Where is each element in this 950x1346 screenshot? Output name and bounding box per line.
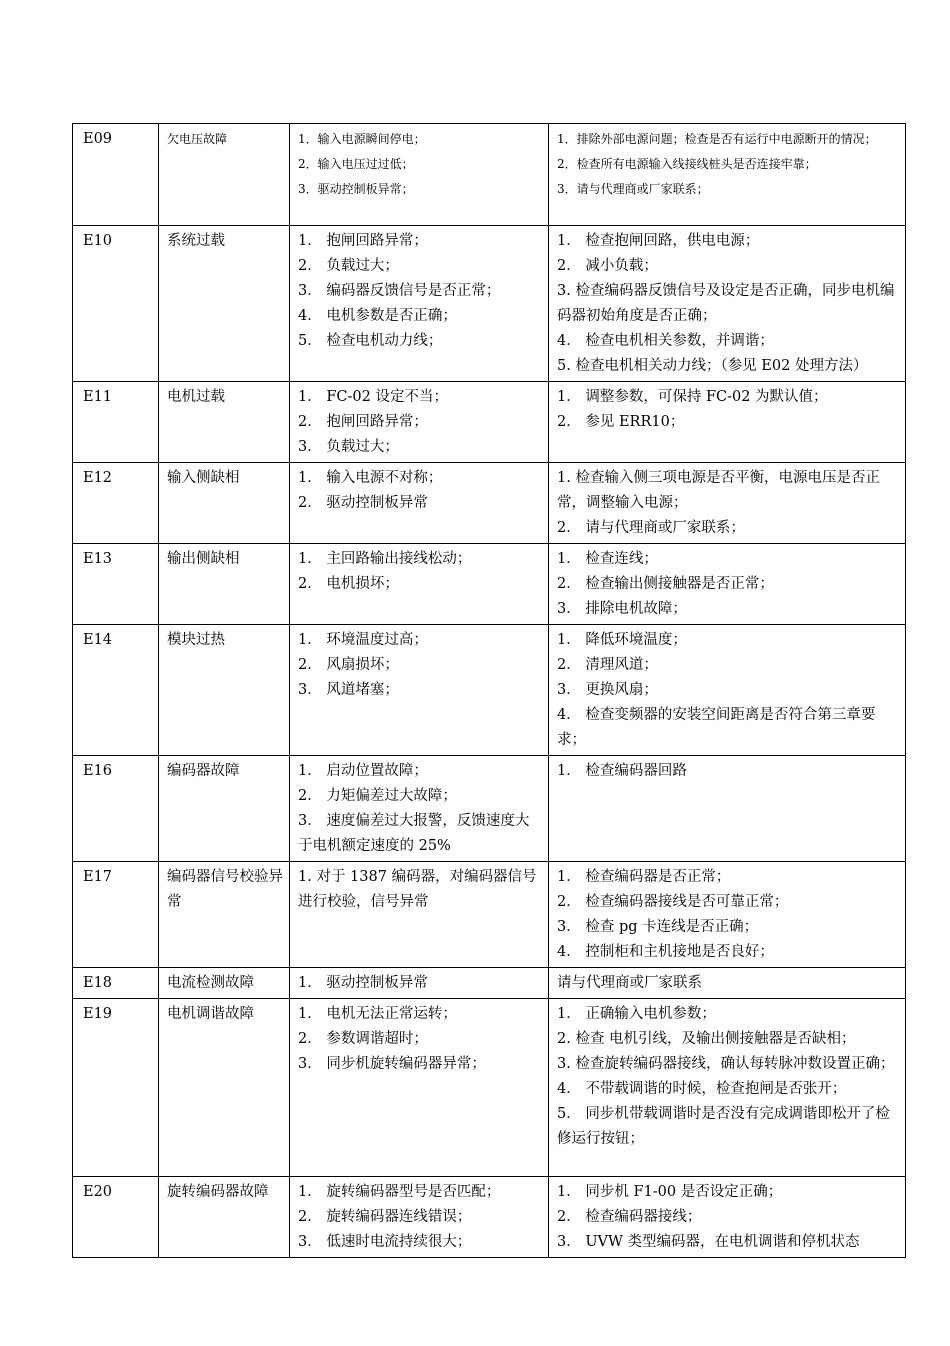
cause-item: 2． 抱闸回路异常；: [298, 414, 428, 430]
fault-code-cell: E18: [73, 968, 159, 999]
cause-item: 2． 电机损坏；: [298, 576, 399, 592]
fault-code-cell: E14: [73, 625, 159, 756]
table-row: [73, 226, 906, 382]
cause-item: 1． 环境温度过高；: [298, 632, 428, 648]
causes-cell: [290, 862, 549, 968]
cause-item: 2． 旋转编码器连线错误；: [298, 1209, 472, 1225]
solution-item: 2． 清理风道；: [557, 657, 658, 673]
cause-item: 3． 负载过大；: [298, 439, 399, 455]
cause-item: 1． 电机无法正常运转；: [298, 1006, 457, 1022]
solutions-cell: [549, 544, 906, 625]
solution-item: 1．排除外部电源问题；检查是否有运行中电源断开的情况；: [557, 132, 877, 146]
cause-item: 2． 力矩偏差过大故障；: [298, 788, 457, 804]
table-row: [73, 625, 906, 756]
fault-code-cell: E11: [73, 382, 159, 463]
solutions-cell: [549, 463, 906, 544]
solution-item: 2． 参见 ERR10；: [557, 414, 685, 430]
solution-item: 3． UVW 类型编码器，在电机调谐和停机状态: [557, 1234, 860, 1250]
causes-cell: [290, 756, 549, 862]
cause-item: 1． 启动位置故障；: [298, 763, 428, 779]
causes-cell: [290, 463, 549, 544]
solution-item: 3． 检查 pg 卡连线是否正确；: [557, 919, 759, 935]
solutions-cell: [549, 226, 906, 382]
cause-item: 2．输入电压过过低；: [298, 157, 414, 171]
fault-code-cell: E13: [73, 544, 159, 625]
cause-item: 1. 对于 1387 编码器，对编码器信号进行校验，信号异常: [298, 869, 537, 910]
causes-cell: [290, 625, 549, 756]
solutions-cell: [549, 862, 906, 968]
table-row: [73, 463, 906, 544]
cause-item: 3． 速度偏差过大报警，反馈速度大于电机额定速度的 25%: [298, 813, 530, 854]
cause-item: 2． 风扇损坏；: [298, 657, 399, 673]
solutions-cell: [549, 625, 906, 756]
solution-item: 4． 检查变频器的安装空间距离是否符合第三章要求；: [557, 707, 876, 748]
solution-item: 2． 减小负载；: [557, 258, 658, 274]
fault-table: [72, 123, 906, 1258]
fault-code-cell: E09: [73, 124, 159, 226]
solution-item: 1． 调整参数，可保持 FC-02 为默认值；: [557, 389, 828, 405]
cause-item: 1．输入电源瞬间停电；: [298, 132, 426, 146]
causes-cell: [290, 124, 549, 226]
fault-name-cell: 编码器信号校验异常: [159, 862, 290, 968]
causes-cell: [290, 999, 549, 1177]
solution-item: 2． 检查输出侧接触器是否正常；: [557, 576, 774, 592]
fault-code-cell: E19: [73, 999, 159, 1177]
cause-item: 1． 驱动控制板异常: [298, 975, 428, 991]
cause-item: 1． 主回路输出接线松动；: [298, 551, 472, 567]
solution-item: 2． 请与代理商或厂家联系；: [557, 520, 745, 536]
causes-cell: [290, 544, 549, 625]
solution-item: 3． 排除电机故障；: [557, 601, 687, 617]
cause-item: 4． 电机参数是否正确；: [298, 308, 457, 324]
fault-name-cell: 模块过热: [159, 625, 290, 756]
solution-item: 5. 检查电机相关动力线；（参见 E02 处理方法）: [557, 358, 868, 374]
solutions-cell: [549, 968, 906, 999]
fault-name-cell: 欠电压故障: [159, 124, 290, 226]
table-row: [73, 544, 906, 625]
solutions-cell: [549, 1177, 906, 1258]
fault-name-cell: 旋转编码器故障: [159, 1177, 290, 1258]
solution-item: 1． 降低环境温度；: [557, 632, 687, 648]
cause-item: 3． 低速时电流持续很大；: [298, 1234, 472, 1250]
fault-name-cell: 电流检测故障: [159, 968, 290, 999]
solution-item: 3. 检查旋转编码器接线，确认每转脉冲数设置正确；: [557, 1056, 895, 1072]
fault-table-body: [73, 124, 906, 1258]
table-row: [73, 862, 906, 968]
cause-item: 2． 驱动控制板异常: [298, 495, 428, 511]
solution-item: 1． 检查连线；: [557, 551, 658, 567]
table-row: [73, 999, 906, 1177]
table-row: [73, 124, 906, 226]
cause-item: 3． 风道堵塞；: [298, 682, 399, 698]
fault-code-cell: E16: [73, 756, 159, 862]
fault-code-cell: E10: [73, 226, 159, 382]
solution-item: 1. 检查输入侧三项电源是否平衡，电源电压是否正常，调整输入电源；: [557, 470, 880, 511]
cause-item: 1． 输入电源不对称；: [298, 470, 443, 486]
solution-item: 2．检查所有电源输入线接线桩头是否连接牢靠；: [557, 157, 817, 171]
solution-item: 2． 检查编码器接线是否可靠正常；: [557, 894, 789, 910]
cause-item: 1． 抱闸回路异常；: [298, 233, 428, 249]
solutions-cell: [549, 999, 906, 1177]
causes-cell: [290, 968, 549, 999]
solution-item: 1． 同步机 F1-00 是否设定正确；: [557, 1184, 783, 1200]
fault-code-cell: E17: [73, 862, 159, 968]
solution-item: 1． 正确输入电机参数；: [557, 1006, 716, 1022]
causes-cell: [290, 382, 549, 463]
solution-item: 2. 检查 电机引线，及输出侧接触器是否缺相；: [557, 1031, 856, 1047]
solution-item: 3．请与代理商或厂家联系；: [557, 182, 709, 196]
solutions-cell: [549, 124, 906, 226]
fault-name-cell: 电机调谐故障: [159, 999, 290, 1177]
cause-item: 5． 检查电机动力线；: [298, 333, 443, 349]
fault-name-cell: 输出侧缺相: [159, 544, 290, 625]
cause-item: 3．驱动控制板异常；: [298, 182, 414, 196]
table-row: [73, 382, 906, 463]
fault-name-cell: 电机过载: [159, 382, 290, 463]
solution-item: 4． 控制柜和主机接地是否良好；: [557, 944, 774, 960]
fault-name-cell: 输入侧缺相: [159, 463, 290, 544]
causes-cell: [290, 226, 549, 382]
solution-item: 请与代理商或厂家联系: [557, 975, 702, 991]
cause-item: 2． 负载过大；: [298, 258, 399, 274]
fault-name-cell: 系统过载: [159, 226, 290, 382]
solution-item: 3. 检查编码器反馈信号及设定是否正确，同步电机编码器初始角度是否正确；: [557, 283, 895, 324]
cause-item: 1． 旋转编码器型号是否匹配；: [298, 1184, 501, 1200]
solution-item: 4． 不带载调谐的时候，检查抱闸是否张开；: [557, 1081, 847, 1097]
solution-item: 2． 检查编码器接线；: [557, 1209, 702, 1225]
solutions-cell: [549, 756, 906, 862]
solutions-cell: [549, 382, 906, 463]
table-row: [73, 968, 906, 999]
causes-cell: [290, 1177, 549, 1258]
cause-item: 2． 参数调谐超时；: [298, 1031, 428, 1047]
solution-item: 5． 同步机带载调谐时是否没有完成调谐即松开了检修运行按钮；: [557, 1106, 890, 1147]
cause-item: 1． FC-02 设定不当；: [298, 389, 448, 405]
fault-name-cell: 编码器故障: [159, 756, 290, 862]
table-row: [73, 756, 906, 862]
cause-item: 3． 同步机旋转编码器异常；: [298, 1056, 486, 1072]
fault-code-cell: E20: [73, 1177, 159, 1258]
solution-item: 1． 检查抱闸回路，供电电源；: [557, 233, 760, 249]
fault-code-cell: E12: [73, 463, 159, 544]
cause-item: 3． 编码器反馈信号是否正常；: [298, 283, 501, 299]
solution-item: 4． 检查电机相关参数，并调谐；: [557, 333, 774, 349]
solution-item: 1． 检查编码器是否正常；: [557, 869, 731, 885]
solution-item: 3． 更换风扇；: [557, 682, 658, 698]
solution-item: 1． 检查编码器回路: [557, 763, 687, 779]
table-row: [73, 1177, 906, 1258]
